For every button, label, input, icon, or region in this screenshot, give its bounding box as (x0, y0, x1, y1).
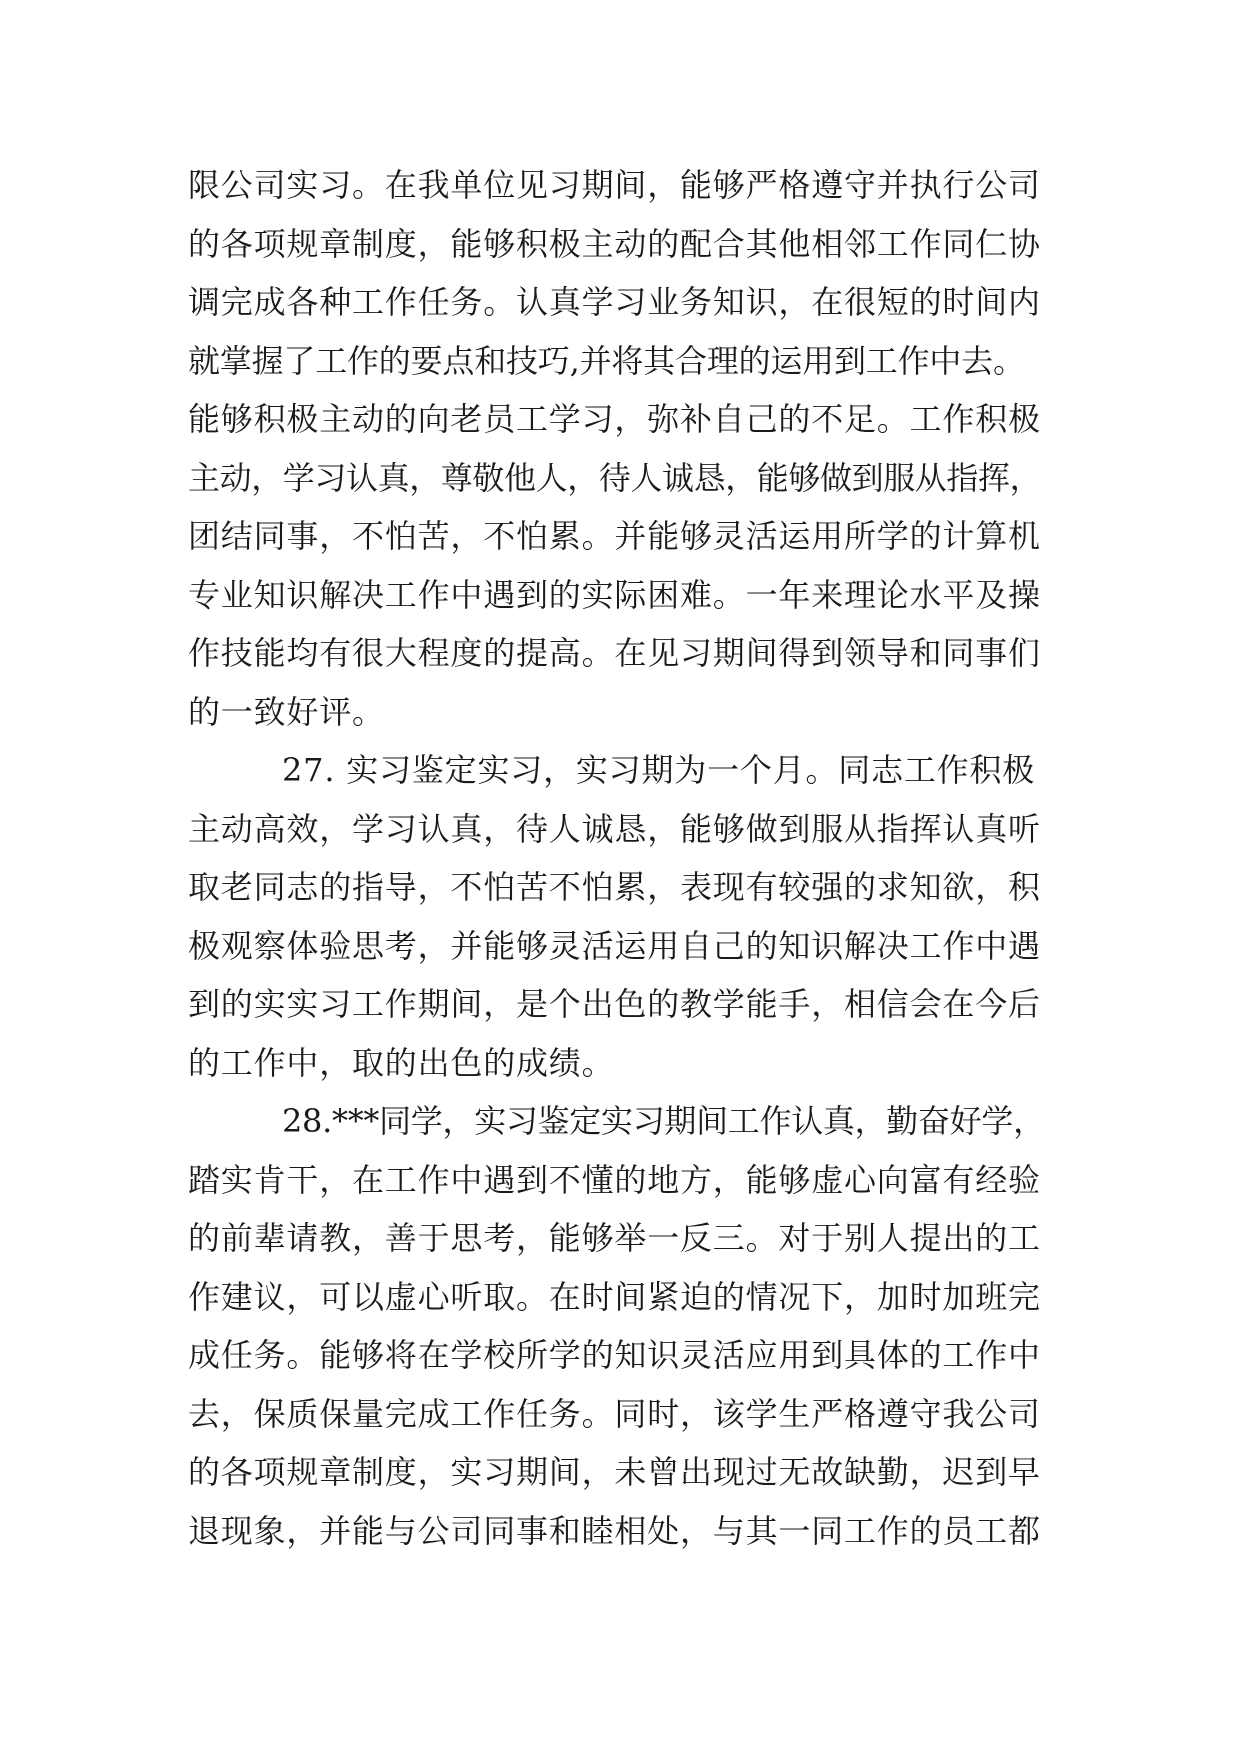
text-line: 专业知识解决工作中遇到的实际困难。一年来理论水平及操 (188, 575, 1041, 614)
text-line: 到的实实习工作期间，是个出色的教学能手，相信会在今后 (188, 985, 1041, 1023)
text-line: 的前辈请教，善于思考，能够举一反三。对于别人提出的工 (188, 1219, 1041, 1257)
text-line: 能够积极主动的向老员工学习，弥补自己的不足。工作积极 (188, 400, 1041, 438)
text-line: 主动，学习认真，尊敬他人，待人诚恳，能够做到服从指挥， (188, 458, 1042, 497)
text-line: 退现象，并能与公司同事和睦相处，与其一同工作的员工都 (188, 1511, 1041, 1550)
text-line: 成任务。能够将在学校所学的知识灵活应用到具体的工作中 (188, 1336, 1041, 1374)
text-line: 作技能均有很大程度的提高。在见习期间得到领导和同事们 (188, 634, 1041, 672)
text-line: 就掌握了工作的要点和技巧,并将其合理的运用到工作中去。 (188, 341, 1025, 380)
paragraph-28-first-line: 28.***同学，实习鉴定实习期间工作认真，勤奋好学， (282, 1102, 1045, 1140)
text-line: 的一致好评。 (188, 692, 385, 731)
text-line: 的各项规章制度，能够积极主动的配合其他相邻工作同仁协 (188, 224, 1041, 263)
text-line: 限公司实习。在我单位见习期间，能够严格遵守并执行公司 (188, 166, 1041, 204)
text-line: 调完成各种工作任务。认真学习业务知识，在很短的时间内 (188, 283, 1041, 321)
text-line: 作建议，可以虚心听取。在时间紧迫的情况下，加时加班完 (188, 1277, 1041, 1316)
text-line: 主动高效，学习认真，待人诚恳，能够做到服从指挥认真听 (188, 809, 1041, 848)
text-line: 踏实肯干，在工作中遇到不懂的地方，能够虚心向富有经验 (188, 1160, 1041, 1199)
text-line: 团结同事，不怕苦，不怕累。并能够灵活运用所学的计算机 (188, 517, 1041, 555)
paragraph-27-first-line: 27. 实习鉴定实习，实习期为一个月。同志工作积极 (282, 751, 1036, 789)
text-line: 去，保质保量完成工作任务。同时，该学生严格遵守我公司 (188, 1394, 1041, 1433)
text-line: 的各项规章制度，实习期间，未曾出现过无故缺勤，迟到早 (188, 1453, 1041, 1491)
text-line: 极观察体验思考，并能够灵活运用自己的知识解决工作中遇 (188, 926, 1041, 965)
document-body (188, 156, 1068, 1560)
text-line: 的工作中，取的出色的成绩。 (188, 1043, 615, 1082)
text-line: 取老同志的指导，不怕苦不怕累，表现有较强的求知欲，积 (188, 868, 1041, 906)
